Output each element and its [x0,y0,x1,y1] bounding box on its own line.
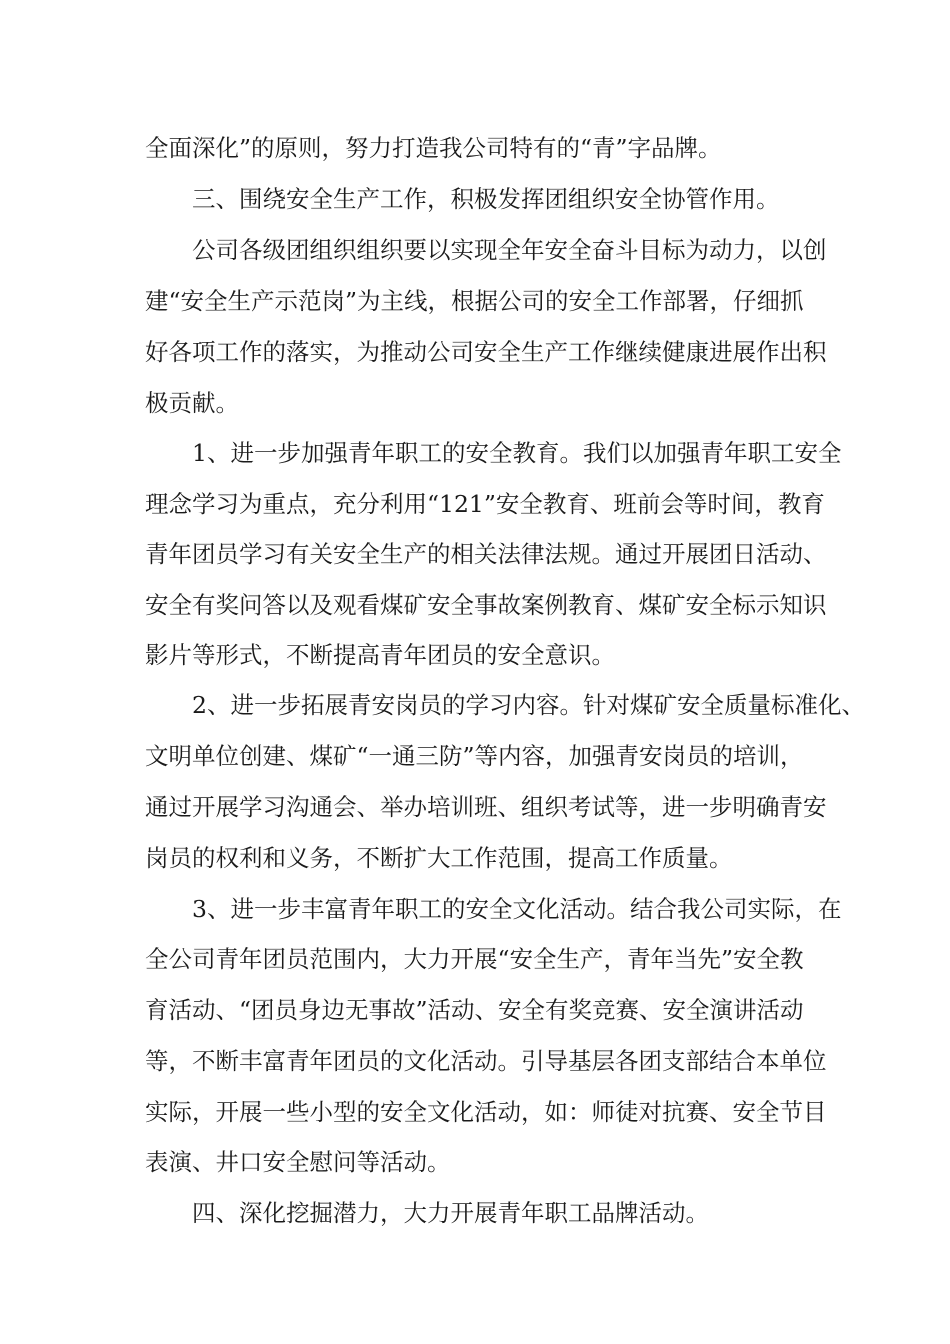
paragraph-line: 2、进一步拓展青安岗员的学习内容。针对煤矿安全质量标准化、 [192,691,865,719]
section-heading: 三、围绕安全生产工作，积极发挥团组织安全协管作用。 [192,185,780,213]
paragraph-line: 好各项工作的落实，为推动公司安全生产工作继续健康进展作出积 [145,338,827,366]
paragraph-line: 极贡献。 [145,389,239,417]
paragraph-line: 表演、井口安全慰问等活动。 [145,1148,451,1176]
paragraph-line: 育活动、“团员身边无事故”活动、安全有奖竞赛、安全演讲活动 [145,996,804,1024]
paragraph-line: 实际，开展一些小型的安全文化活动，如：师徒对抗赛、安全节目 [145,1098,827,1126]
paragraph-line: 通过开展学习沟通会、举办培训班、组织考试等，进一步明确青安 [145,793,827,821]
paragraph-line: 理念学习为重点，充分利用“121”安全教育、班前会等时间，教育 [145,490,825,518]
paragraph-line: 安全有奖问答以及观看煤矿安全事故案例教育、煤矿安全标示知识 [145,591,827,619]
paragraph-line: 全公司青年团员范围内，大力开展“安全生产，青年当先”安全教 [145,945,804,973]
paragraph-line: 岗员的权利和义务，不断扩大工作范围，提高工作质量。 [145,844,733,872]
paragraph-line: 文明单位创建、煤矿“一通三防”等内容，加强青安岗员的培训， [145,742,804,770]
paragraph-line: 3、进一步丰富青年职工的安全文化活动。结合我公司实际，在 [192,895,842,923]
paragraph-line: 青年团员学习有关安全生产的相关法律法规。通过开展团日活动、 [145,540,827,568]
paragraph-line: 全面深化”的原则，努力打造我公司特有的“青”字品牌。 [145,134,722,162]
paragraph-line: 影片等形式，不断提高青年团员的安全意识。 [145,641,615,669]
paragraph-line: 建“安全生产示范岗”为主线，根据公司的安全工作部署，仔细抓 [145,287,804,315]
section-heading: 四、深化挖掘潜力，大力开展青年职工品牌活动。 [192,1199,709,1227]
paragraph-line: 1、进一步加强青年职工的安全教育。我们以加强青年职工安全 [192,439,842,467]
paragraph-line: 公司各级团组织组织要以实现全年安全奋斗目标为动力，以创 [192,236,827,264]
paragraph-line: 等，不断丰富青年团员的文化活动。引导基层各团支部结合本单位 [145,1047,827,1075]
